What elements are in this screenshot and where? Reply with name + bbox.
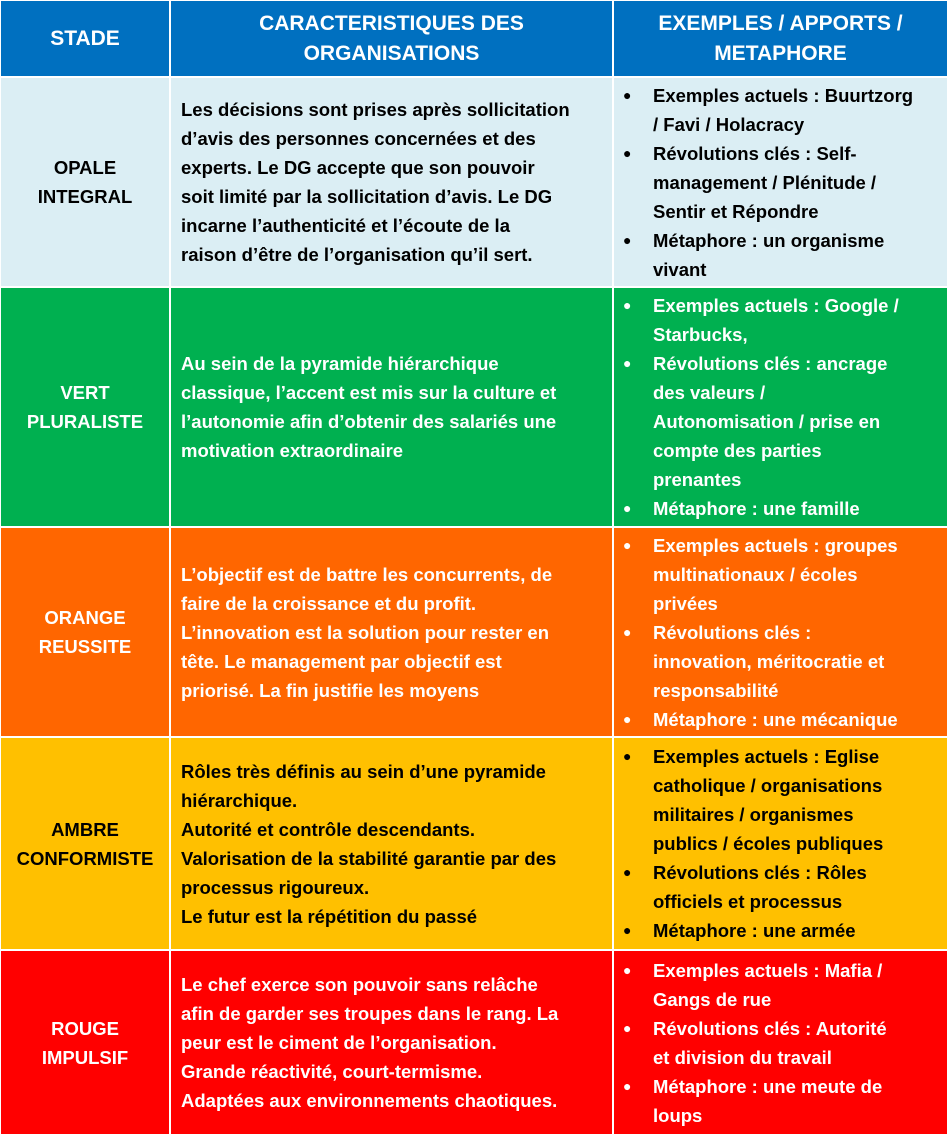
stage-orange: ORANGE REUSSITE xyxy=(1,528,171,738)
example-text: Exemples actuels : Buurtzorg / Favi / Holacracy xyxy=(653,84,914,135)
example-text: Exemples actuels : Google / Starbucks, xyxy=(653,295,899,345)
bullet-icon: ● xyxy=(623,355,632,371)
example-text: Exemples actuels : Eglise catholique / organisations militaires / organismes publics / écoles publiques xyxy=(653,746,884,854)
bullet-icon: ● xyxy=(623,922,632,938)
bullet-icon: ● xyxy=(623,1019,632,1036)
example-item xyxy=(614,916,883,945)
examples-list xyxy=(614,742,883,945)
bullet-icon: ● xyxy=(623,231,632,248)
examples-list xyxy=(614,81,913,284)
examples-vert xyxy=(614,288,947,528)
example-item xyxy=(614,1072,887,1130)
examples-opale xyxy=(614,78,947,288)
stages-table xyxy=(1,1,947,1136)
header-exemples: EXEMPLES / APPORTS / METAPHORE xyxy=(614,1,947,78)
example-item xyxy=(614,618,898,705)
example-text: Révolutions clés : Autorité et division du travail xyxy=(653,1017,887,1068)
examples-ambre xyxy=(614,738,947,951)
bullet-icon: ● xyxy=(623,961,632,978)
example-text: Révolutions clés : innovation, méritocratie et responsabilité xyxy=(653,621,885,701)
header-caracteristiques: CARACTERISTIQUES DES ORGANISATIONS xyxy=(171,1,614,78)
example-item xyxy=(614,291,899,349)
description-rouge: Le chef exerce son pouvoir sans relâche afin de garder ses troupes dans le rang. La peur est le ciment de l’organisation. Grande réactivité, court-termisme. Adaptées aux environnements chaotiques. xyxy=(171,951,614,1136)
examples-list xyxy=(614,291,899,523)
example-item xyxy=(614,349,899,494)
example-text: Métaphore : une mécanique xyxy=(653,708,898,730)
example-item xyxy=(614,742,883,858)
example-item xyxy=(614,139,913,226)
example-item xyxy=(614,956,887,1014)
example-text: Métaphore : une armée xyxy=(653,920,856,941)
example-item xyxy=(614,81,913,139)
examples-rouge xyxy=(614,951,947,1136)
stage-vert: VERT PLURALISTE xyxy=(1,288,171,528)
stage-rouge: ROUGE IMPULSIF xyxy=(1,951,171,1136)
example-text: Métaphore : une famille xyxy=(653,498,860,519)
description-opale: Les décisions sont prises après sollicitation d’avis des personnes concernées et des experts. Le DG accepte que son pouvoir soit limité par la sollicitation d’avis. Le DG incarne l’authenticité et l’écoute de la raison d’être de l’organisation qu’il sert. xyxy=(171,78,614,288)
examples-list xyxy=(614,531,898,734)
bullet-icon: ● xyxy=(623,748,632,764)
example-text: Exemples actuels : groupes multinationaux / écoles privées xyxy=(653,534,898,614)
bullet-icon: ● xyxy=(623,536,632,553)
bullet-icon: ● xyxy=(623,500,632,516)
example-item xyxy=(614,494,899,523)
examples-orange xyxy=(614,528,947,738)
example-item xyxy=(614,531,898,618)
bullet-icon: ● xyxy=(623,144,632,161)
bullet-icon: ● xyxy=(623,86,632,103)
bullet-icon: ● xyxy=(623,710,632,727)
stage-ambre: AMBRE CONFORMISTE xyxy=(1,738,171,951)
examples-list xyxy=(614,956,887,1130)
header-stade: STADE xyxy=(1,1,171,78)
example-text: Révolutions clés : Rôles officiels et processus xyxy=(653,862,867,912)
description-ambre: Rôles très définis au sein d’une pyramide hiérarchique. Autorité et contrôle descendants. Valorisation de la stabilité garantie par des processus rigoureux. Le futur est la répétition du passé xyxy=(171,738,614,951)
bullet-icon: ● xyxy=(623,1077,632,1094)
description-vert: Au sein de la pyramide hiérarchique classique, l’accent est mis sur la culture et l’autonomie afin d’obtenir des salariés une motivation extraordinaire xyxy=(171,288,614,528)
description-orange: L’objectif est de battre les concurrents, de faire de la croissance et du profit. L’innovation est la solution pour rester en tête. Le management par objectif est priorisé. La fin justifie les moyens xyxy=(171,528,614,738)
example-text: Métaphore : un organisme vivant xyxy=(653,229,885,280)
example-text: Révolutions clés : ancrage des valeurs / Autonomisation / prise en compte des parties prenantes xyxy=(653,353,888,490)
example-text: Exemples actuels : Mafia / Gangs de rue xyxy=(653,959,883,1010)
example-item xyxy=(614,226,913,284)
bullet-icon: ● xyxy=(623,623,632,640)
bullet-icon: ● xyxy=(623,297,632,313)
example-item xyxy=(614,705,898,734)
example-text: Révolutions clés : Self- management / Plénitude / Sentir et Répondre xyxy=(653,142,877,222)
stage-opale: OPALE INTEGRAL xyxy=(1,78,171,288)
example-item xyxy=(614,858,883,916)
example-text: Métaphore : une meute de loups xyxy=(653,1075,883,1126)
example-item xyxy=(614,1014,887,1072)
bullet-icon: ● xyxy=(623,864,632,880)
